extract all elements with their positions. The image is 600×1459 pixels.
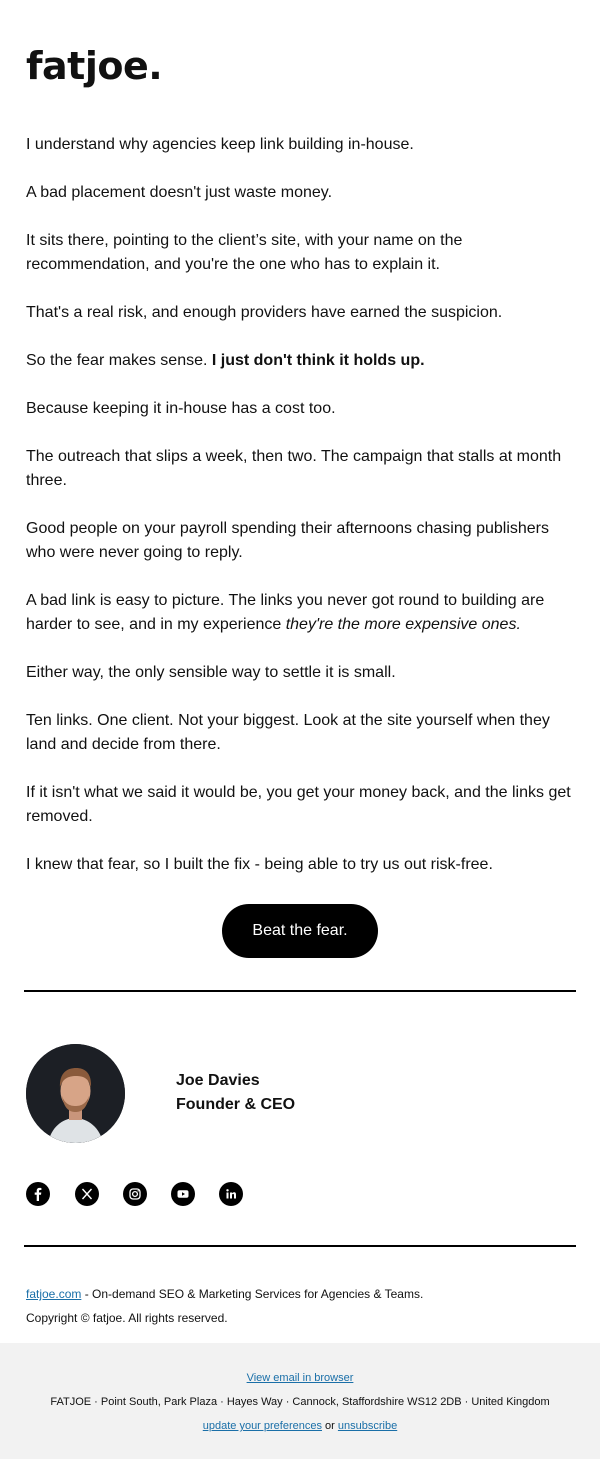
fatjoe-logo: fatjoe. (26, 44, 163, 88)
footer-tagline (26, 1287, 423, 1301)
tagline-text: - On-demand SEO & Marketing Services for Agencies & Teams. (81, 1287, 424, 1301)
email-body (26, 133, 576, 901)
portrait-image (26, 1044, 125, 1143)
view-in-browser-line (0, 1372, 600, 1384)
x-icon[interactable] (75, 1182, 99, 1206)
paragraph: The outreach that slips a week, then two. The campaign that stalls at month three. (26, 448, 562, 489)
instagram-icon[interactable] (123, 1182, 147, 1206)
update-preferences-link[interactable]: update your preferences (202, 1420, 322, 1432)
paragraph: Ten links. One client. Not your biggest. Look at the site yourself when they land and decide from there. (26, 712, 550, 753)
signature-name: Joe Davies (176, 1072, 260, 1089)
paragraph: I understand why agencies keep link building in-house. (26, 136, 414, 153)
paragraph: Either way, the only sensible way to settle it is small. (26, 664, 396, 681)
signature-role: Founder & CEO (176, 1096, 296, 1113)
divider (24, 1245, 576, 1247)
footer-band (0, 1343, 600, 1459)
divider (24, 990, 576, 992)
copyright: Copyright © fatjoe. All rights reserved. (26, 1311, 228, 1325)
view-in-browser-link[interactable]: View email in browser (246, 1372, 354, 1384)
paragraph-text: A bad link is easy to picture. The links you never got round to building are harder to see, and in my experience (26, 592, 545, 633)
paragraph (26, 589, 576, 637)
paragraph: It sits there, pointing to the client’s site, with your name on the recommendation, and you're the one who has to explain it. (26, 232, 463, 273)
paragraph: A bad placement doesn't just waste money. (26, 184, 333, 201)
paragraph (26, 349, 576, 373)
paragraph: That's a real risk, and enough providers have earned the suspicion. (26, 304, 503, 321)
facebook-icon[interactable] (26, 1182, 50, 1206)
or-text: or (322, 1420, 338, 1432)
preferences-line (0, 1420, 600, 1432)
paragraph-text: So the fear makes sense. (26, 352, 212, 369)
emphasis-bold: I just don't think it holds up. (211, 352, 425, 369)
emphasis-italic: they're the more expensive ones. (285, 616, 521, 633)
paragraph: Because keeping it in-house has a cost too. (26, 400, 336, 417)
avatar (26, 1044, 125, 1143)
youtube-icon[interactable] (171, 1182, 195, 1206)
address: FATJOE · Point South, Park Plaza · Hayes Way · Cannock, Staffordshire WS12 2DB · United Kingdom (50, 1396, 550, 1408)
unsubscribe-link[interactable]: unsubscribe (337, 1420, 398, 1432)
linkedin-icon[interactable] (219, 1182, 243, 1206)
paragraph: Good people on your payroll spending their afternoons chasing publishers who were never going to reply. (26, 520, 550, 561)
beat-the-fear-button[interactable]: Beat the fear. (222, 904, 378, 958)
paragraph: If it isn't what we said it would be, you get your money back, and the links get removed. (26, 784, 571, 825)
paragraph: I knew that fear, so I built the fix - being able to try us out risk-free. (26, 856, 493, 873)
fatjoe-site-link[interactable]: fatjoe.com (26, 1287, 82, 1301)
